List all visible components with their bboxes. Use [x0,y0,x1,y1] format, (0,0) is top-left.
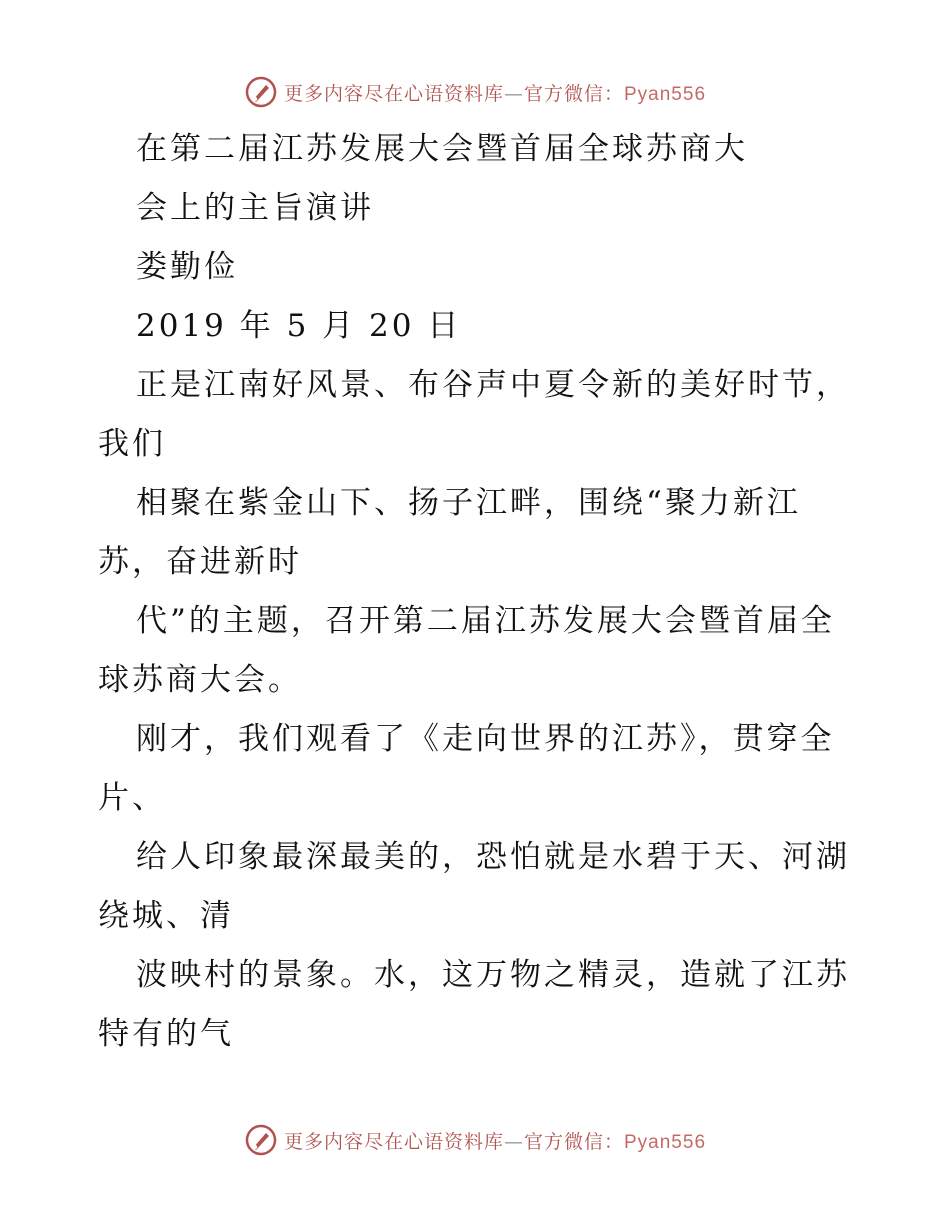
paragraph-4-line-2: 片、 [98,780,166,816]
watermark-separator: — [503,1130,524,1153]
paragraph-4-line-1: 刚才，我们观看了《走向世界的江苏》，贯穿全 [136,721,835,757]
watermark-main: 更多内容尽在心语资料库 [283,1130,504,1153]
paragraph-3-line-1: 代”的主题，召开第二届江苏发展大会暨首届全 [136,603,835,639]
paragraph-6-line-1: 波映村的景象。水，这万物之精灵，造就了江苏 [136,957,850,993]
footer-watermark [0,1120,950,1160]
paragraph-2-line-2: 苏，奋进新时 [98,544,302,580]
paragraph-1-line-1: 正是江南好风景、布谷声中夏令新的美好时节， [136,367,850,403]
watermark-text [284,1127,706,1154]
paragraph-6-line-2: 特有的气 [98,1016,234,1052]
paragraph-1-line-2: 我们 [98,426,166,462]
title-line-1: 在第二届江苏发展大会暨首届全球苏商大 [136,131,748,167]
title-line-2: 会上的主旨演讲 [136,190,374,226]
watermark-text [284,79,706,106]
quill-seal-icon [244,1123,278,1157]
author-name: 娄勤俭 [136,249,238,285]
watermark-separator: — [503,82,524,105]
watermark-wechat-id: Pyan556 [624,83,707,105]
watermark-wechat-id: Pyan556 [624,1131,707,1153]
paragraph-3-line-2: 球苏商大会。 [98,662,302,698]
watermark-main: 更多内容尽在心语资料库 [283,82,504,105]
watermark-wechat-label: 官方微信： [523,1130,624,1153]
speech-date: 2019 年 5 月 20 日 [136,308,462,344]
quill-seal-icon [244,75,278,109]
paragraph-5-line-2: 绕城、清 [98,898,234,934]
paragraph-2-line-1: 相聚在紫金山下、扬子江畔，围绕“聚力新江 [136,485,801,521]
document-body [98,120,858,1064]
header-watermark [0,72,950,112]
watermark-wechat-label: 官方微信： [523,82,624,105]
paragraph-5-line-1: 给人印象最深最美的，恐怕就是水碧于天、河湖 [136,839,850,875]
